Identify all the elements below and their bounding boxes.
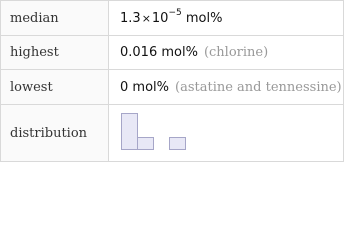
row-label-lowest: lowest (1, 70, 109, 105)
median-base: 10 (151, 10, 169, 26)
row-median (1, 1, 344, 36)
highest-value: 0.016 mol% (120, 45, 198, 60)
median-mantissa: 1.3 (120, 10, 141, 26)
median-times-sign: × (141, 11, 151, 25)
row-distribution (1, 105, 344, 162)
distribution-histogram (120, 111, 200, 155)
median-unit: mol% (185, 10, 223, 26)
row-lowest (1, 70, 344, 105)
row-label-median: median (1, 1, 109, 36)
median-exponent: −5 (168, 7, 182, 18)
row-highest (1, 36, 344, 70)
lowest-note: (astatine and tennessine) (175, 79, 342, 95)
row-label-highest: highest (1, 36, 109, 70)
median-value (109, 1, 344, 36)
histogram-bar-2 (138, 138, 154, 150)
histogram-bar-1 (122, 114, 138, 150)
lowest-value-cell (109, 70, 344, 105)
highest-note: (chlorine) (203, 45, 269, 60)
row-label-distribution: distribution (1, 105, 109, 162)
lowest-value: 0 mol% (120, 79, 169, 95)
highest-value-cell (109, 36, 344, 70)
histogram-bar-4 (170, 138, 186, 150)
distribution-cell (109, 105, 344, 162)
